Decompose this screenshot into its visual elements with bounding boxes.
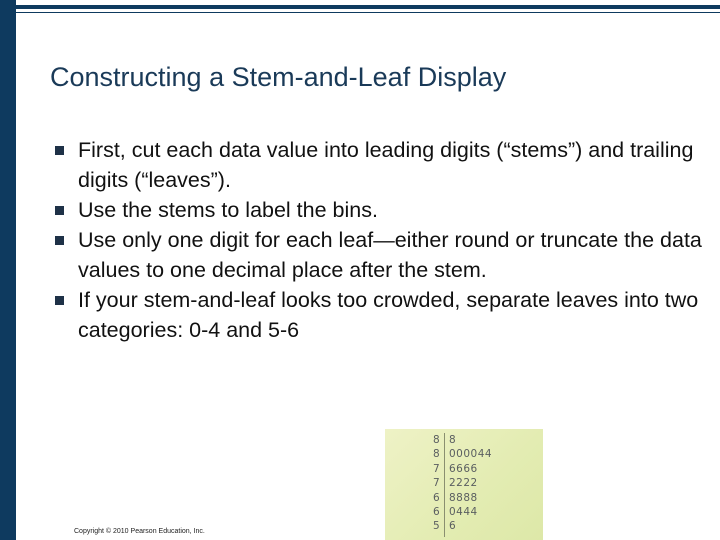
stem-value: 6 [433, 506, 441, 519]
leaf-values: 6666 [449, 462, 478, 475]
stem-value: 6 [433, 491, 441, 504]
leaf-values: 0444 [449, 506, 478, 519]
stem-and-leaf-figure [385, 429, 543, 540]
bullet-item [55, 225, 705, 285]
leaf-column [449, 433, 492, 534]
stem-divider [444, 433, 445, 537]
top-rule-thick [16, 5, 720, 9]
copyright-notice: Copyright © 2010 Pearson Education, Inc. [74, 528, 205, 535]
stem-value: 8 [433, 434, 441, 446]
slide-title: Constructing a Stem-and-Leaf Display [50, 62, 507, 92]
stem-value: 7 [433, 462, 441, 475]
square-bullet-icon [55, 206, 64, 215]
leaf-values: 6 [449, 520, 457, 533]
square-bullet-icon [55, 146, 64, 155]
left-accent-bar [0, 0, 16, 540]
leaf-values: 000044 [449, 448, 493, 461]
bullet-item [55, 285, 705, 345]
bullet-text: First, cut each data value into leading digits (“stems”) and trailing digits (“leaves”). [78, 138, 694, 192]
bullet-text: Use only one digit for each leaf—either round or truncate the data values to one decimal place after the stem. [78, 228, 702, 282]
top-rule-thin [16, 12, 720, 13]
leaf-values: 8 [449, 434, 457, 446]
leaf-values: 8888 [449, 491, 478, 504]
bullet-text: If your stem-and-leaf looks too crowded, separate leaves into two categories: 0-4 and 5-6 [78, 288, 699, 342]
bullet-text: Use the stems to label the bins. [78, 198, 378, 222]
stem-value: 7 [433, 477, 441, 490]
stem-value: 5 [433, 520, 441, 533]
square-bullet-icon [55, 236, 64, 245]
bullet-list [55, 135, 705, 345]
stem-column [433, 433, 440, 534]
leaf-values: 2222 [449, 477, 478, 490]
square-bullet-icon [55, 296, 64, 305]
bullet-item [55, 135, 705, 195]
bullet-item [55, 195, 705, 225]
stem-value: 8 [433, 448, 441, 461]
